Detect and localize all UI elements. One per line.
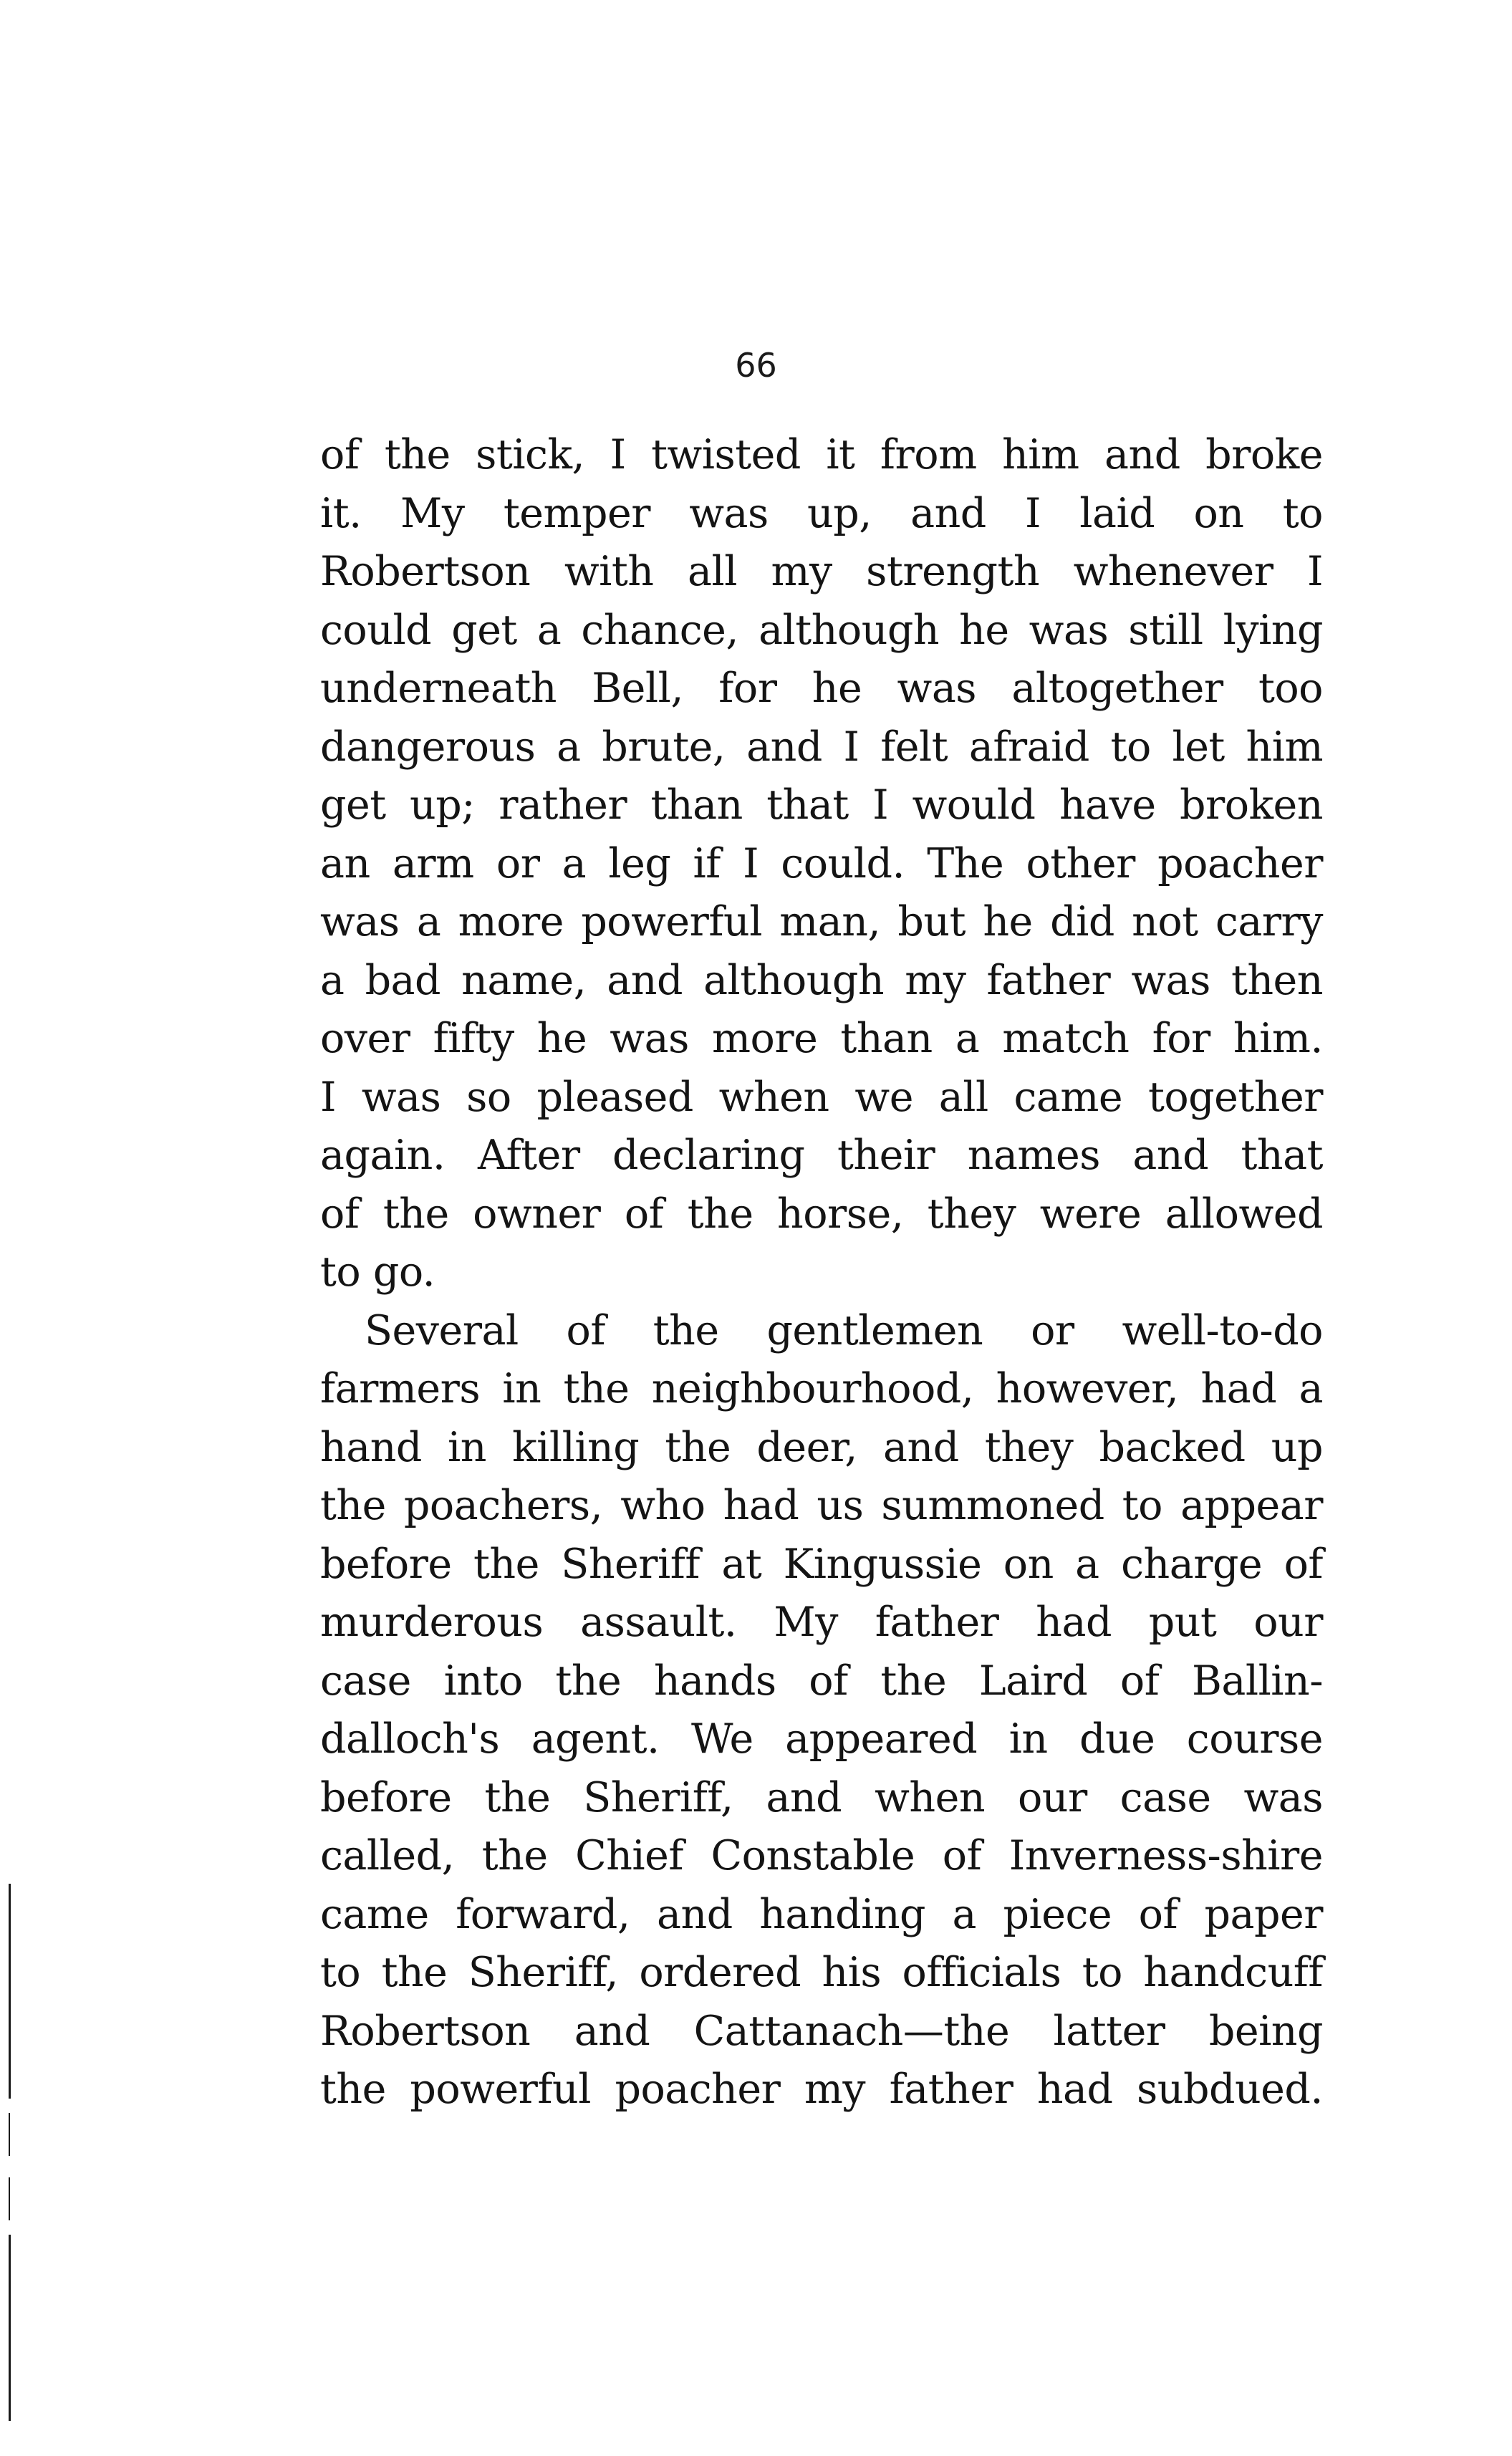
text-line: before the Sheriff at Kingussie on a charge of — [320, 1540, 1323, 1588]
text-line: could get a chance, although he was still lying — [320, 606, 1323, 654]
text-line: over fifty he was more than a match for him. — [320, 1015, 1323, 1062]
text-line: of the owner of the horse, they were allowed — [320, 1190, 1323, 1238]
text-line: a bad name, and although my father was then — [320, 956, 1323, 1004]
text-line: case into the hands of the Laird of Ballin- — [320, 1657, 1323, 1705]
page-number: 66 — [735, 346, 777, 385]
text-line: called, the Chief Constable of Inverness-shire — [320, 1832, 1323, 1879]
binding-edge-mark — [9, 2177, 10, 2220]
binding-edge-mark — [9, 1884, 11, 2099]
text-line: of the stick, I twisted it from him and broke — [320, 431, 1323, 478]
text-line: to the Sheriff, ordered his officials to handcuff — [320, 1949, 1323, 1996]
text-line: the powerful poacher my father had subdued. — [320, 2066, 1323, 2113]
text-line: before the Sheriff, and when our case was — [320, 1773, 1323, 1821]
text-line: Robertson and Cattanach—the latter being — [320, 2007, 1323, 2055]
text-line: an arm or a leg if I could. The other poacher — [320, 839, 1323, 887]
text-line: Several of the gentlemen or well-to-do — [365, 1306, 1323, 1354]
body-text — [320, 426, 1323, 2119]
text-line: the poachers, who had us summoned to appear — [320, 1482, 1323, 1529]
text-line: again. After declaring their names and that — [320, 1132, 1323, 1179]
text-line: hand in killing the deer, and they backed up — [320, 1423, 1323, 1471]
text-line: dangerous a brute, and I felt afraid to let him — [320, 723, 1323, 771]
binding-edge-mark — [9, 2113, 10, 2156]
text-line: it. My temper was up, and I laid on to — [320, 489, 1323, 537]
text-line: I was so pleased when we all came together — [320, 1073, 1323, 1121]
text-line: dalloch's agent. We appeared in due course — [320, 1715, 1323, 1763]
text-line: to go. — [320, 1248, 435, 1296]
text-line: was a more powerful man, but he did not carry — [320, 898, 1323, 945]
text-line: get up; rather than that I would have broken — [320, 781, 1323, 829]
text-line: Robertson with all my strength whenever I — [320, 548, 1323, 595]
text-line: farmers in the neighbourhood, however, had a — [320, 1365, 1323, 1412]
text-line: murderous assault. My father had put our — [320, 1599, 1323, 1646]
text-line: underneath Bell, for he was altogether too — [320, 665, 1323, 712]
text-line: came forward, and handing a piece of paper — [320, 1890, 1323, 1938]
binding-edge-mark — [9, 2235, 11, 2421]
